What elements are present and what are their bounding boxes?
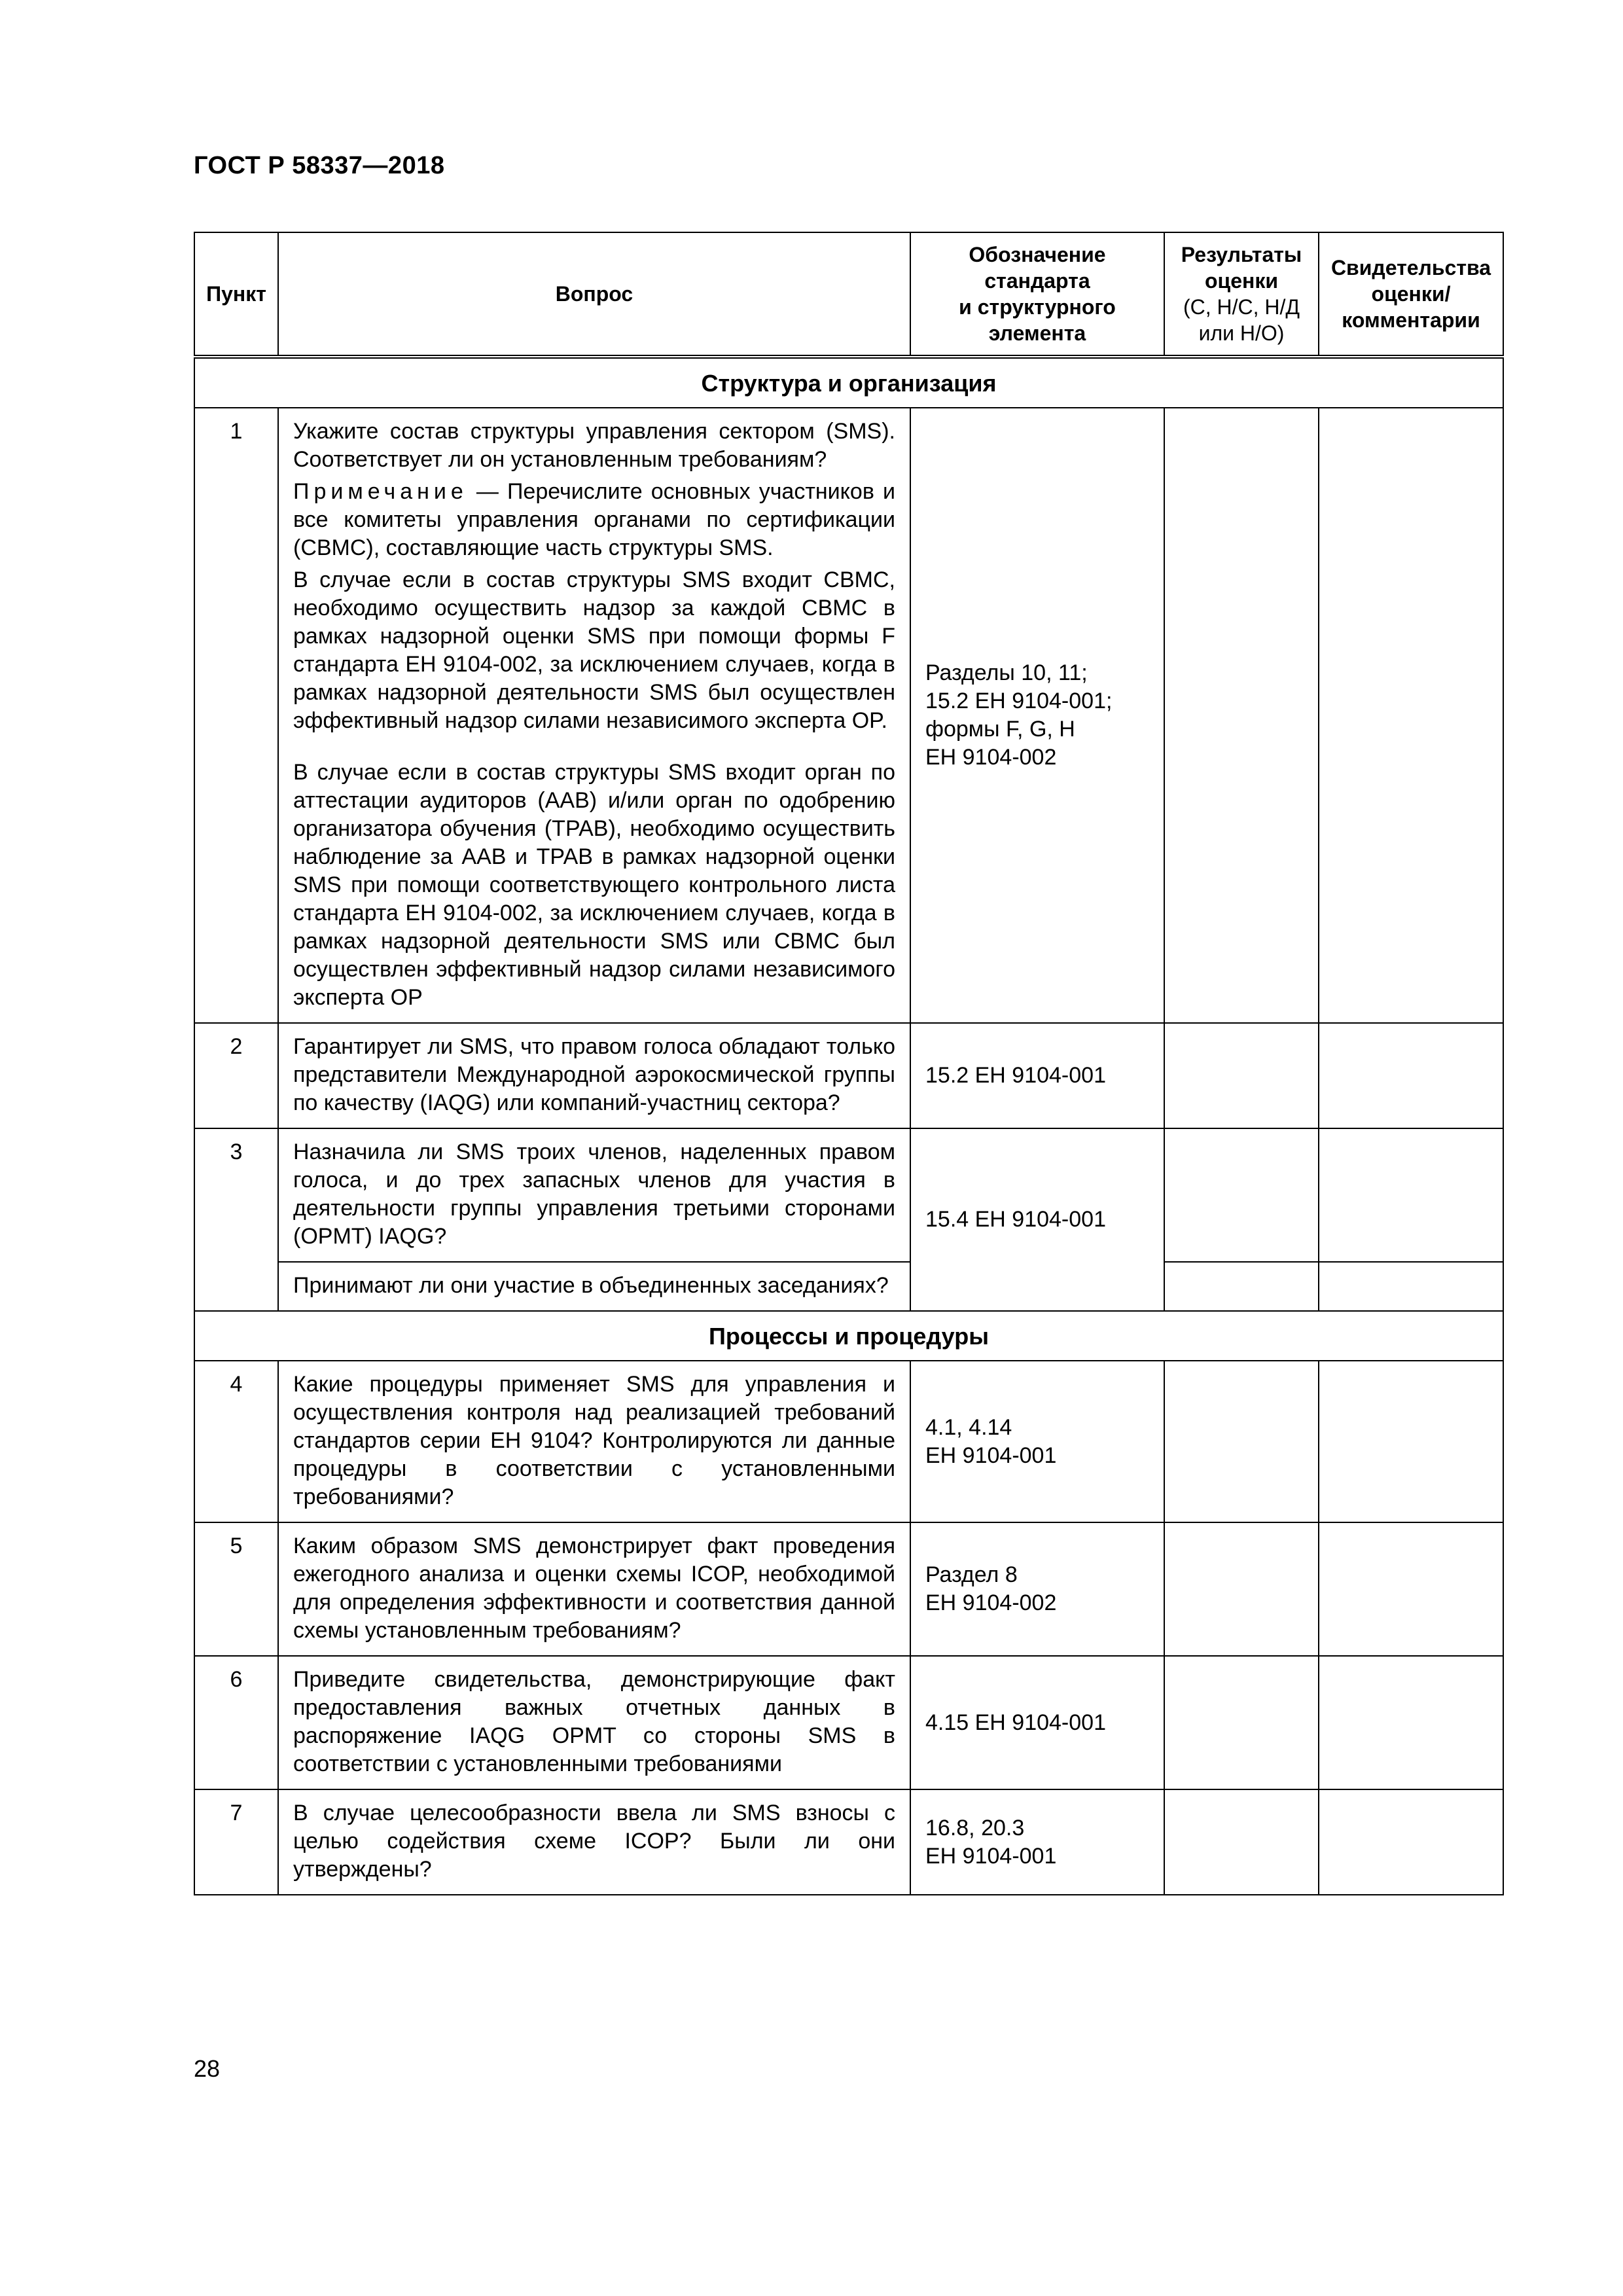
result-cell[interactable] [1164, 408, 1319, 1023]
table-row [194, 1789, 1503, 1895]
result-cell[interactable] [1164, 1522, 1319, 1656]
standard-reference: Разделы 10, 11; 15.2 ЕН 9104-001; формы F, G, H ЕН 9104-002 [910, 408, 1164, 1023]
evidence-cell[interactable] [1319, 1656, 1503, 1789]
question-cell: Назначила ли SMS троих членов, наделенных правом голоса, и до трех запасных членов для участия в деятельности группы управления третьими сторонами (OPMT) IAQG? [278, 1128, 910, 1262]
result-cell[interactable] [1164, 1361, 1319, 1522]
table-row [194, 1023, 1503, 1128]
standard-reference: 4.1, 4.14 ЕН 9104-001 [910, 1361, 1164, 1522]
item-number: 5 [194, 1522, 278, 1656]
standard-reference: 4.15 ЕН 9104-001 [910, 1656, 1164, 1789]
evidence-cell[interactable] [1319, 1128, 1503, 1262]
table-row [194, 1262, 1503, 1311]
table-row [194, 1361, 1503, 1522]
item-number: 3 [194, 1128, 278, 1311]
section-title-processes: Процессы и процедуры [194, 1311, 1503, 1361]
evidence-cell[interactable] [1319, 408, 1503, 1023]
table-row [194, 408, 1503, 1023]
col-header-results: Результаты оценки (С, Н/С, Н/Д или Н/О) [1164, 232, 1319, 357]
evidence-cell[interactable] [1319, 1262, 1503, 1311]
standard-reference: Раздел 8 ЕН 9104-002 [910, 1522, 1164, 1656]
item-number: 2 [194, 1023, 278, 1128]
evidence-cell[interactable] [1319, 1361, 1503, 1522]
question-cell: Гарантирует ли SMS, что правом голоса обладают только представители Международной аэрокосмической группы по качеству (IAQG) или компаний-участниц сектора? [278, 1023, 910, 1128]
result-cell[interactable] [1164, 1789, 1319, 1895]
standard-reference: 16.8, 20.3 ЕН 9104-001 [910, 1789, 1164, 1895]
table-row [194, 1128, 1503, 1262]
table-row [194, 1656, 1503, 1789]
document-header: ГОСТ Р 58337—2018 [194, 152, 445, 179]
standard-reference: 15.4 ЕН 9104-001 [910, 1128, 1164, 1311]
col-header-standard: Обозначение стандарта и структурного элемента [910, 232, 1164, 357]
standard-reference: 15.2 ЕН 9104-001 [910, 1023, 1164, 1128]
assessment-table [194, 232, 1504, 1895]
result-cell[interactable] [1164, 1128, 1319, 1262]
question-cell: В случае целесообразности ввела ли SMS взносы с целью содействия схеме ICOP? Были ли они утверждены? [278, 1789, 910, 1895]
question-cell: Каким образом SMS демонстрирует факт проведения ежегодного анализа и оценки схемы ICOP, необходимой для определения эффективности и соответствия данной схемы установленным требованиям? [278, 1522, 910, 1656]
question-cell: Укажите состав структуры управления сектором (SMS). Соответствует ли он установленным требованиям? Примечание — Перечислите основных участников и все комитеты управления органами по сертификации (CBMC), составляющие часть структуры SMS. В случае если в состав структуры SMS входит CBMC, необходимо осуществить надзор за каждой CBMC в рамках надзорной оценки SMS при помощи формы F стандарта ЕН 9104-002, за исключением случаев, когда в рамках надзорной деятельности SMS был осуществлен эффективный надзор силами независимого эксперта OP. В случае если в состав структуры SMS входит орган по аттестации аудиторов (AAB) и/или орган по одобрению организатора обучения (TPAB), необходимо осуществить наблюдение за AAB и TPAB в рамках надзорной оценки SMS при помощи соответствующего контрольного листа стандарта ЕН 9104-002, за исключением случаев, когда в рамках надзорной деятельности SMS или CBMC был осуществлен эффективный надзор силами независимого эксперта OP [278, 408, 910, 1023]
section-row [194, 1311, 1503, 1361]
evidence-cell[interactable] [1319, 1789, 1503, 1895]
result-cell[interactable] [1164, 1656, 1319, 1789]
result-cell[interactable] [1164, 1262, 1319, 1311]
item-number: 7 [194, 1789, 278, 1895]
evidence-cell[interactable] [1319, 1522, 1503, 1656]
table-header-row [194, 232, 1503, 357]
col-header-item: Пункт [194, 232, 278, 357]
item-number: 1 [194, 408, 278, 1023]
table-row [194, 1522, 1503, 1656]
item-number: 4 [194, 1361, 278, 1522]
question-cell: Принимают ли они участие в объединенных заседаниях? [278, 1262, 910, 1311]
question-cell: Какие процедуры применяет SMS для управления и осуществления контроля над реализацией требований стандартов серии ЕН 9104? Контролируются ли данные процедуры в соответствии с установленными требованиями? [278, 1361, 910, 1522]
note-label: Примечание [293, 479, 468, 504]
note: Примечание — Перечислите основных участников и все комитеты управления органами по сертификации (CBMC), составляющие часть структуры SMS. [293, 479, 895, 560]
col-header-question: Вопрос [278, 232, 910, 357]
page-number: 28 [194, 2055, 221, 2082]
item-number: 6 [194, 1656, 278, 1789]
evidence-cell[interactable] [1319, 1023, 1503, 1128]
section-row [194, 357, 1503, 408]
question-cell: Приведите свидетельства, демонстрирующие факт предоставления важных отчетных данных в распоряжение IAQG OPMT со стороны SMS в соответствии с установленными требованиями [278, 1656, 910, 1789]
col-header-evidence: Свидетельства оценки/ комментарии [1319, 232, 1503, 357]
result-cell[interactable] [1164, 1023, 1319, 1128]
section-title-structure: Структура и организация [194, 357, 1503, 408]
